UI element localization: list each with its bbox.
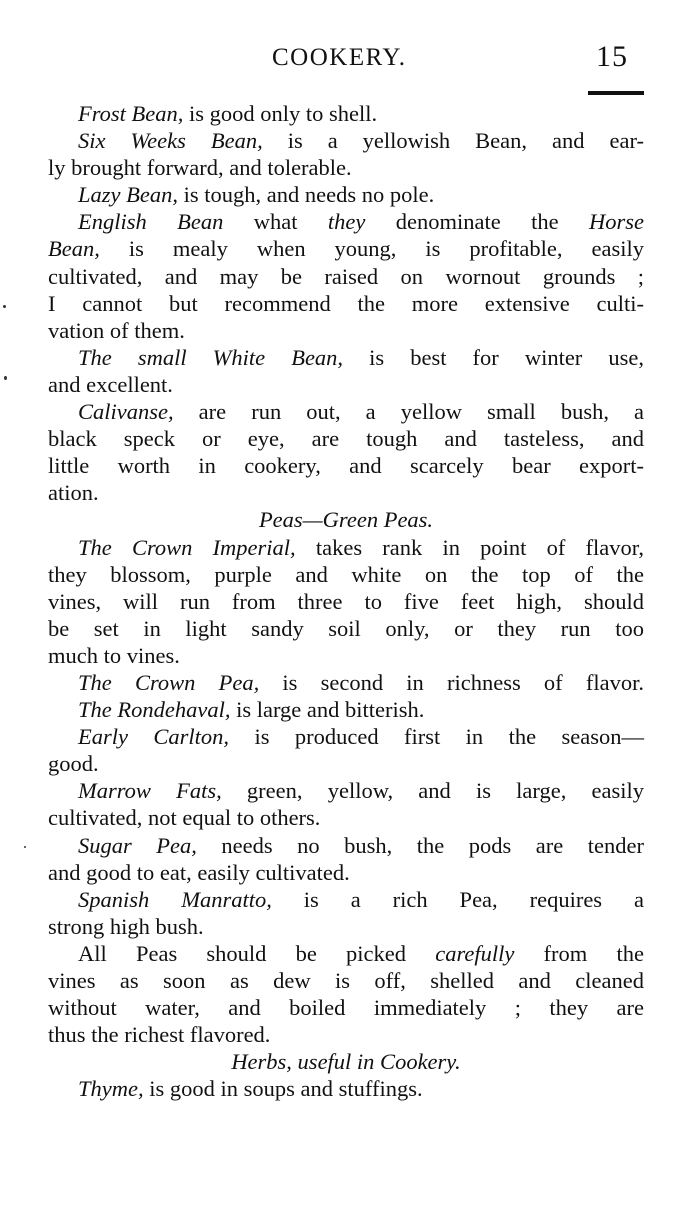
text-line [48, 506, 644, 533]
text-run: vation of them. [48, 317, 185, 343]
italic-text: Spanish Manratto, [78, 886, 272, 912]
italic-text: Lazy Bean, [78, 182, 178, 208]
text-run: vines, will run from three to five feet high, should [48, 588, 644, 614]
text-run: is mealy when young, is profitable, easily [99, 236, 644, 262]
text-run: and excellent. [48, 371, 173, 397]
text-run: is a rich Pea, requires a [271, 886, 644, 912]
text-run: vines as soon as dew is off, shelled and cleaned [48, 968, 644, 993]
text-run: strong high bush. [48, 913, 204, 939]
text-run: cultivated, not equal to others. [48, 805, 321, 831]
italic-text: carefully [435, 940, 515, 966]
text-line [48, 696, 644, 723]
text-line [48, 479, 644, 506]
text-line [48, 669, 644, 696]
text-line [48, 452, 644, 479]
italic-text: Peas—Green Peas. [258, 507, 434, 533]
text-run: is second in richness of flavor. [259, 669, 644, 695]
text-line [48, 317, 644, 344]
text-run: ly brought forward, and tolerable. [48, 155, 352, 181]
italic-text: they [327, 209, 366, 235]
body-text [48, 100, 644, 1102]
italic-text: Bean, [48, 236, 100, 262]
text-line [48, 1048, 644, 1075]
text-line [48, 859, 644, 886]
text-run: black speck or eye, are tough and tasteless, and [48, 426, 644, 452]
text-run: what [223, 209, 328, 235]
text-run: is good in soups and stuffings. [143, 1076, 423, 1102]
text-line [48, 154, 644, 181]
text-line [48, 723, 644, 750]
italic-text: Calivanse, [78, 399, 174, 425]
page-header [0, 38, 700, 78]
italic-text: The small White Bean, [78, 344, 344, 370]
header-rule [588, 91, 644, 95]
text-line [48, 425, 644, 452]
italic-text: The Crown Pea, [78, 669, 260, 695]
text-line [48, 534, 644, 561]
text-line [48, 588, 644, 615]
text-line [48, 235, 644, 262]
text-line [48, 127, 644, 154]
text-run: is large and bitterish. [230, 697, 425, 723]
italic-text: The Rondehaval, [78, 697, 231, 723]
text-run: green, yellow, and is large, easily [221, 778, 645, 804]
italic-text: Six Weeks Bean, [78, 128, 263, 154]
text-run: from the [514, 940, 644, 966]
text-line [48, 208, 644, 235]
ink-speck [24, 846, 26, 848]
text-run: is good only to shell. [183, 101, 378, 126]
italic-text: Horse [589, 209, 644, 235]
text-run: takes rank in point of flavor, [295, 534, 644, 560]
text-run: ation. [48, 480, 99, 506]
text-run: is tough, and needs no pole. [178, 182, 435, 208]
text-run: little worth in cookery, and scarcely bear export- [48, 453, 644, 479]
text-line [48, 181, 644, 208]
text-run: good. [48, 751, 99, 777]
italic-text: Early Carlton, [78, 724, 230, 750]
text-line [48, 777, 644, 804]
text-run: is best for winter use, [343, 344, 644, 370]
text-run: needs no bush, the pods are tender [196, 832, 644, 858]
text-run: denominate the [365, 209, 589, 235]
italic-text: Thyme, [78, 1076, 144, 1102]
ink-speck [3, 305, 6, 308]
text-line [48, 967, 644, 994]
text-run: are run out, a yellow small bush, a [173, 399, 644, 425]
text-run: be set in light sandy soil only, or they run too [48, 615, 644, 641]
text-run: is a yellowish Bean, and ear- [262, 128, 644, 154]
text-run: is produced first in the season— [229, 724, 644, 750]
text-line [48, 371, 644, 398]
italic-text: Sugar Pea, [78, 832, 197, 858]
text-line [48, 398, 644, 425]
text-line [48, 1075, 644, 1102]
text-run: All Peas should be picked [78, 940, 436, 966]
text-line [48, 561, 644, 588]
text-line [48, 615, 644, 642]
page-number: 15 [596, 40, 628, 73]
text-line [48, 290, 644, 317]
italic-text: English Bean [78, 209, 224, 235]
text-line [48, 913, 644, 940]
text-line [48, 263, 644, 290]
text-run: much to vines. [48, 642, 180, 668]
text-run: they blossom, purple and white on the top of the [48, 561, 644, 587]
italic-text: Herbs, useful in Cookery. [231, 1049, 461, 1075]
text-run: without water, and boiled immediately ; they are [48, 995, 644, 1021]
italic-text: Marrow Fats, [78, 778, 222, 804]
italic-text: Frost Bean, [78, 101, 184, 126]
text-line [48, 750, 644, 777]
text-line [48, 1021, 644, 1048]
text-run: cultivated, and may be raised on wornout grounds ; [48, 263, 644, 289]
text-line [48, 940, 644, 967]
text-line [48, 344, 644, 371]
italic-text: The Crown Imperial, [78, 534, 296, 560]
text-line [48, 642, 644, 669]
ink-speck [4, 376, 7, 380]
text-run: and good to eat, easily cultivated. [48, 859, 350, 885]
text-line [48, 100, 644, 127]
text-run: thus the richest flavored. [48, 1022, 271, 1048]
text-run: I cannot but recommend the more extensive culti- [48, 290, 644, 316]
text-line [48, 994, 644, 1021]
running-head: COOKERY. [272, 44, 407, 71]
text-line [48, 804, 644, 831]
text-line [48, 886, 644, 913]
text-line [48, 832, 644, 859]
